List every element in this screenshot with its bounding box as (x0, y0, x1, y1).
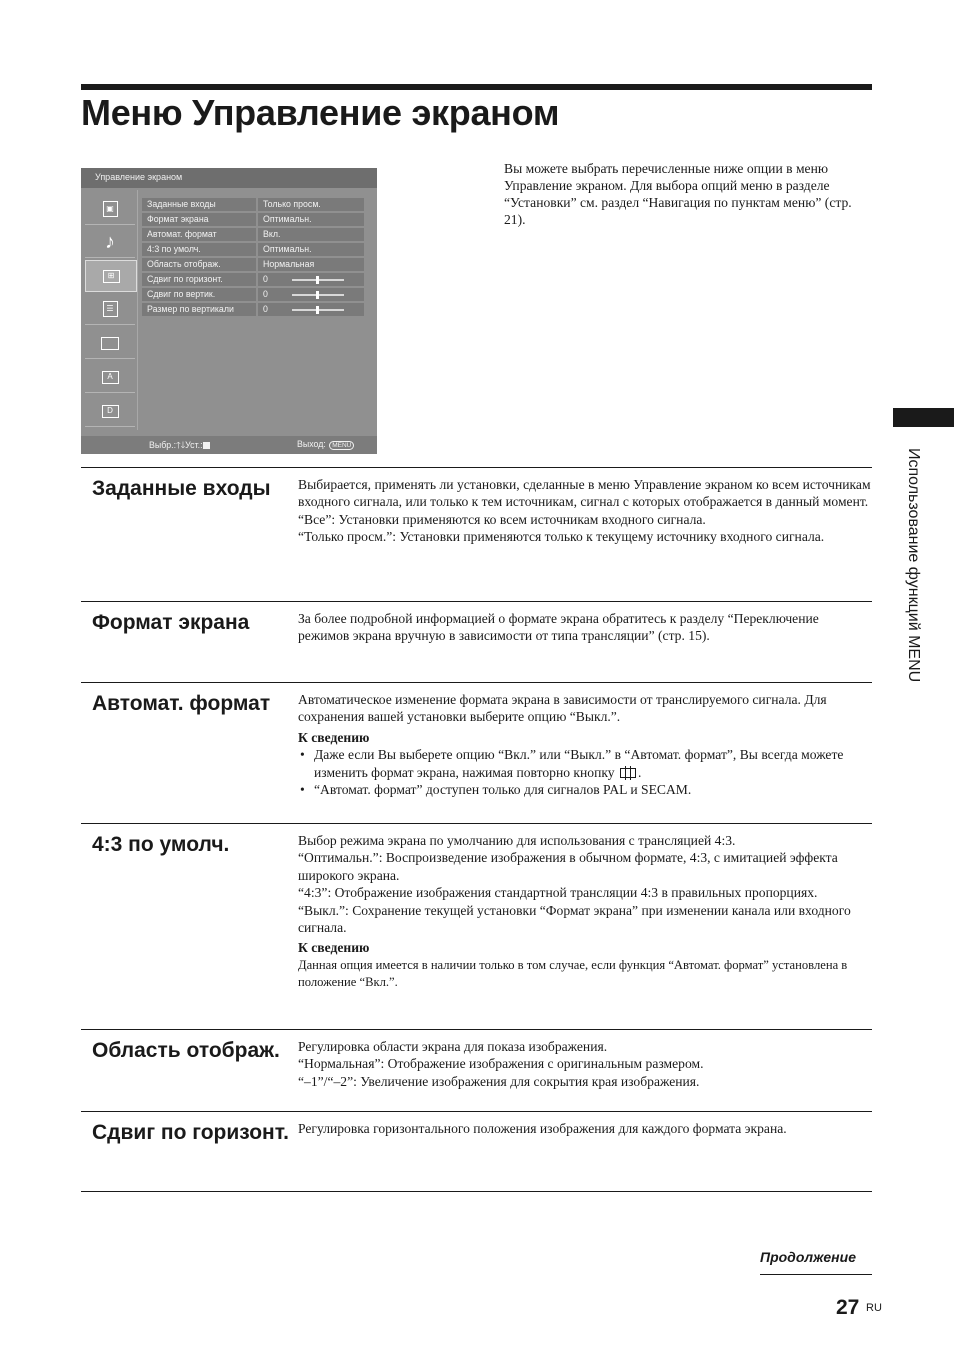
note-bullet: • Даже если Вы выберете опцию “Вкл.” или “Выкл.” в “Автомат. формат”, Вы всегда можете изменить формат экрана, нажимая повторно кнопку . (298, 746, 872, 781)
osd-row-label: Сдвиг по горизонт. (142, 273, 256, 286)
osd-row-value: Только просм. (258, 198, 364, 211)
entry-title: Формат экрана (92, 611, 250, 634)
wide-mode-button-icon (620, 768, 636, 778)
osd-row (142, 287, 364, 302)
page-title: Меню Управление экраном (81, 92, 560, 133)
osd-slider-knob (316, 291, 319, 299)
menu-button-icon: MENU (329, 441, 354, 450)
osd-title-bar (81, 168, 377, 188)
osd-icon-column (85, 194, 135, 432)
page-number: 27 (836, 1296, 860, 1319)
settings-list-icon: ☰ (85, 294, 135, 325)
note-text: Данная опция имеется в наличии только в том случае, если функция “Автомат. формат” установлена в положение “Вкл.”. (298, 957, 848, 990)
entry-paragraph: “4:3”: Отображение изображения стандартной трансляции 4:3 в правильных пропорциях. (298, 885, 818, 901)
entry-paragraph: За более подробной информацией о формате экрана обратитесь к разделу “Переключение режимов экрана вручную в зависимости от типа трансляции” (стр. 15). (298, 611, 819, 644)
osd-row-value: Нормальная (258, 258, 364, 271)
down-arrow-icon: 🡓 (180, 440, 186, 450)
note-bullet-text: “Автомат. формат” доступен только для сигналов PAL и SECAM. (314, 782, 692, 798)
osd-row-label: Сдвиг по вертик. (142, 288, 256, 301)
osd-slider (292, 294, 344, 296)
osd-slider-knob (316, 276, 319, 284)
entry-body (298, 683, 872, 798)
osd-row-label: Автомат. формат (142, 228, 256, 241)
osd-divider (137, 190, 138, 430)
entry-screen-format (81, 601, 872, 682)
osd-row-value: 0 (258, 288, 364, 301)
osd-row (142, 272, 364, 287)
entry-title: Область отображ. (92, 1039, 280, 1062)
entry-display-area (81, 1029, 872, 1111)
entry-title: Заданные входы (92, 477, 271, 500)
screen-control-menu-illustration (81, 168, 377, 454)
osd-footer-set: Уст.: (185, 440, 203, 450)
entry-horizontal-shift (81, 1111, 872, 1192)
osd-row-value: 0 (258, 273, 364, 286)
entry-paragraph: “Оптимальн.”: Воспроизведение изображения в обычном формате, 4:3, с имитацией эффекта широкого экрана. (298, 850, 838, 883)
osd-slider (292, 279, 344, 281)
music-note-icon: ♪ (85, 227, 135, 258)
analog-setup-icon: A (85, 362, 135, 393)
entry-paragraph: Автоматическое изменение формата экрана в зависимости от транслируемого сигнала. Для сохранения вашей установки выберите опцию “Выкл.”. (298, 692, 827, 725)
osd-row (142, 227, 364, 242)
osd-options (142, 197, 364, 317)
osd-row-label: Размер по вертикали (142, 303, 256, 316)
entry-body (298, 1112, 872, 1137)
entry-body (298, 1030, 872, 1090)
continued-rule (760, 1274, 872, 1275)
osd-row-label: Область отображ. (142, 258, 256, 271)
note-heading: К сведению (298, 940, 370, 956)
entry-paragraph: “Выкл.”: Сохранение текущей установки “Формат экрана” при изменении канала или входного сигнала. (298, 902, 851, 936)
enter-button-icon (203, 442, 210, 449)
osd-row (142, 242, 364, 257)
osd-row-value: Вкл. (258, 228, 364, 241)
entry-paragraph: “–1”/“–2”: Увеличение изображения для сокрытия края изображения. (298, 1073, 700, 1089)
entry-paragraph: Выбор режима экрана по умолчанию для использования с трансляцией 4:3. (298, 833, 736, 848)
osd-row-value: Оптимальн. (258, 213, 364, 226)
entry-paragraph: Регулировка области экрана для показа изображения. (298, 1039, 608, 1054)
osd-row (142, 212, 364, 227)
pc-icon (85, 328, 135, 359)
osd-row (142, 257, 364, 272)
note-bullet (298, 781, 872, 798)
entry-paragraph: Регулировка горизонтального положения изображения для каждого формата экрана. (298, 1121, 787, 1136)
osd-title: Управление экраном (95, 172, 183, 182)
osd-row-label: Формат экрана (142, 213, 256, 226)
note-bullet-text: Даже если Вы выберете опцию “Вкл.” или “Выкл.” в “Автомат. формат”, Вы всегда можете изменить формат экрана, нажимая повторно кнопку (314, 747, 844, 780)
page-language-suffix: RU (866, 1302, 882, 1314)
osd-footer-exit (297, 439, 354, 450)
entry-title: Сдвиг по горизонт. (92, 1121, 289, 1144)
section-side-label: Использование функций MENU (905, 448, 922, 683)
up-arrow-icon: 🡑 (176, 440, 181, 450)
entry-auto-format (81, 682, 872, 823)
top-rule (81, 84, 872, 90)
osd-row-label: 4:3 по умолч. (142, 243, 256, 256)
entry-body (298, 602, 872, 645)
screen-control-icon: ⊞ (85, 260, 137, 292)
entry-title: Автомат. формат (92, 692, 271, 715)
osd-row-value: 0 (258, 303, 364, 316)
intro-text: Вы можете выбрать перечисленные ниже опции в меню Управление экраном. Для выбора опций меню в разделе “Установки” см. раздел “Навигация по пунктам меню” (стр. 21). (504, 161, 852, 227)
entry-paragraph: Выбирается, применять ли установки, сделанные в меню Управление экраном ко всем источникам входного сигнала, или только к тем источникам, сигнал с которых отображается в данный момент. (298, 477, 871, 510)
entry-paragraph: “Нормальная”: Отображение изображения с оригинальным размером. (298, 1056, 704, 1072)
note-bullets (298, 746, 872, 798)
osd-slider (292, 309, 344, 311)
osd-row-value: Оптимальн. (258, 243, 364, 256)
entry-paragraph: “Только просм.”: Установки применяются только к текущему источнику входного сигнала. (298, 529, 825, 545)
osd-footer-exit-label: Выход: (297, 439, 326, 449)
osd-footer-select: Выбр.: (149, 440, 177, 450)
osd-row (142, 197, 364, 212)
option-descriptions (81, 467, 872, 1192)
entry-body (298, 468, 872, 546)
osd-row-label: Заданные входы (142, 198, 256, 211)
osd-slider-knob (316, 306, 319, 314)
osd-footer (81, 436, 377, 454)
entry-default-4-3 (81, 823, 872, 1029)
osd-footer-hint (149, 439, 210, 454)
entry-title: 4:3 по умолч. (92, 833, 230, 856)
osd-row (142, 302, 364, 317)
entry-preset-inputs (81, 467, 872, 601)
digital-setup-icon: D (85, 396, 135, 427)
entry-paragraph: “Все”: Установки применяются ко всем источникам входного сигнала. (298, 511, 706, 527)
continued-label: Продолжение (760, 1249, 856, 1265)
picture-icon: ▣ (85, 194, 135, 225)
note-heading: К сведению (298, 729, 370, 745)
section-tab-marker (893, 408, 954, 427)
entry-body (298, 824, 872, 992)
